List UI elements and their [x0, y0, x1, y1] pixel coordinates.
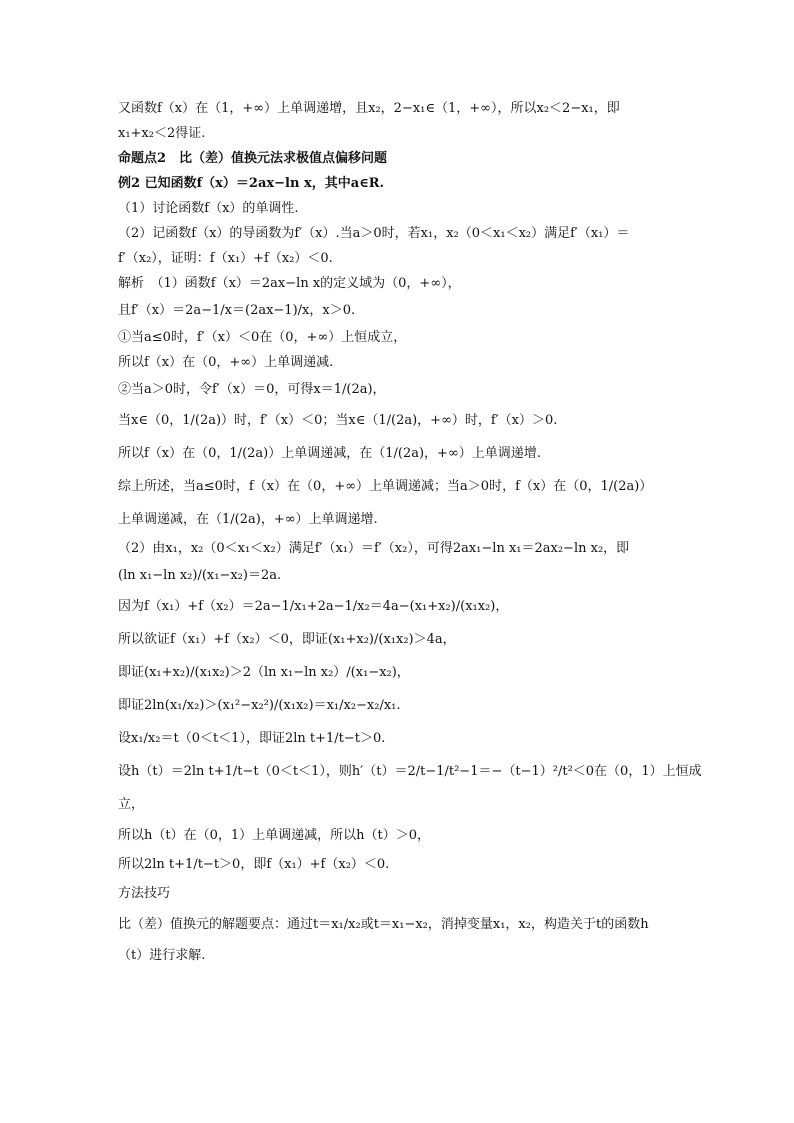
text-line: f′（x₂），证明：f（x₁）+f（x₂）＜0. [118, 251, 333, 266]
text-line: 即证2ln(x₁/x₂)＞(x₁²−x₂²)/(x₁x₂)＝x₁/x₂−x₂/x₁. [118, 698, 401, 713]
text-line: 综上所述，当a≤0时，f（x）在（0，+∞）上单调递减；当a＞0时，f（x）在（0，1/(2a)） [118, 479, 653, 494]
text-line: 所以2ln t+1/t−t＞0，即f（x₁）+f（x₂）＜0. [118, 857, 390, 872]
text-line: 所以f（x）在（0，1/(2a)）上单调递减，在（1/(2a)，+∞）上单调递增. [118, 446, 541, 461]
text-line: ②当a＞0时，令f′（x）＝0，可得x＝1/(2a)， [118, 382, 386, 397]
text-line: 比（差）值换元的解题要点：通过t＝x₁/x₂或t＝x₁−x₂，消掉变量x₁，x₂，构造关于t的函数h [118, 917, 649, 932]
text-line: 所以h（t）在（0，1）上单调递减，所以h（t）＞0， [118, 828, 431, 843]
text-line: 当x∈（0，1/(2a)）时，f′（x）＜0；当x∈（1/(2a)，+∞）时，f′（x）＞0. [118, 413, 558, 428]
text-line: x₁+x₂＜2得证. [118, 126, 206, 141]
section-heading: 命题点2 比（差）值换元法求极值点偏移问题 [118, 151, 388, 166]
text-line: （t）进行求解. [118, 948, 206, 963]
text-line: 又函数f（x）在（1，+∞）上单调递增，且x₂，2−x₁∈（1，+∞），所以x₂＜2−x₁，即 [118, 101, 620, 116]
solution-label-line: 解析 （1）函数f（x）＝2ax−ln x的定义域为（0，+∞）， [118, 276, 461, 291]
text-line: 立， [118, 797, 145, 812]
text-line: 上单调递减，在（1/(2a)，+∞）上单调递增. [118, 512, 378, 527]
text-line: （1）讨论函数f（x）的单调性. [118, 201, 299, 216]
text-line: 设h（t）＝2ln t+1/t−t（0＜t＜1），则h′（t）＝2/t−1/t²−1＝−（t−1）²/t²＜0在（0，1）上恒成 [118, 764, 702, 779]
method-tips-label: 方法技巧 [118, 886, 171, 901]
text-line: 即证(x₁+x₂)/(x₁x₂)＞2（ln x₁−ln x₂）/(x₁−x₂)， [118, 665, 410, 680]
text-line: (ln x₁−ln x₂)/(x₁−x₂)＝2a. [118, 568, 282, 583]
text-line: 设x₁/x₂＝t（0＜t＜1），即证2ln t+1/t−t＞0. [118, 731, 386, 746]
text-line: （2）记函数f（x）的导函数为f′（x）.当a＞0时，若x₁，x₂（0＜x₁＜x₂）满足f′（x₁）＝ [118, 226, 630, 241]
text-line: 所以f（x）在（0，+∞）上单调递减. [118, 355, 334, 370]
text-line: 且f′（x）＝2a−1/x＝(2ax−1)/x，x＞0. [118, 303, 356, 318]
text-line: 因为f（x₁）+f（x₂）＝2a−1/x₁+2a−1/x₂＝4a−(x₁+x₂)/(x₁x₂)， [118, 599, 509, 614]
example-title: 例2 已知函数f（x）＝2ax−ln x，其中a∈R. [118, 176, 385, 191]
text-line: 所以欲证f（x₁）+f（x₂）＜0，即证(x₁+x₂)/(x₁x₂)＞4a， [118, 632, 456, 647]
text-line: （2）由x₁，x₂（0＜x₁＜x₂）满足f′（x₁）＝f′（x₂），可得2ax₁−ln x₁＝2ax₂−ln x₂，即 [118, 541, 630, 556]
document-page [118, 96, 702, 970]
text-line: ①当a≤0时，f′（x）＜0在（0，+∞）上恒成立， [118, 330, 407, 345]
